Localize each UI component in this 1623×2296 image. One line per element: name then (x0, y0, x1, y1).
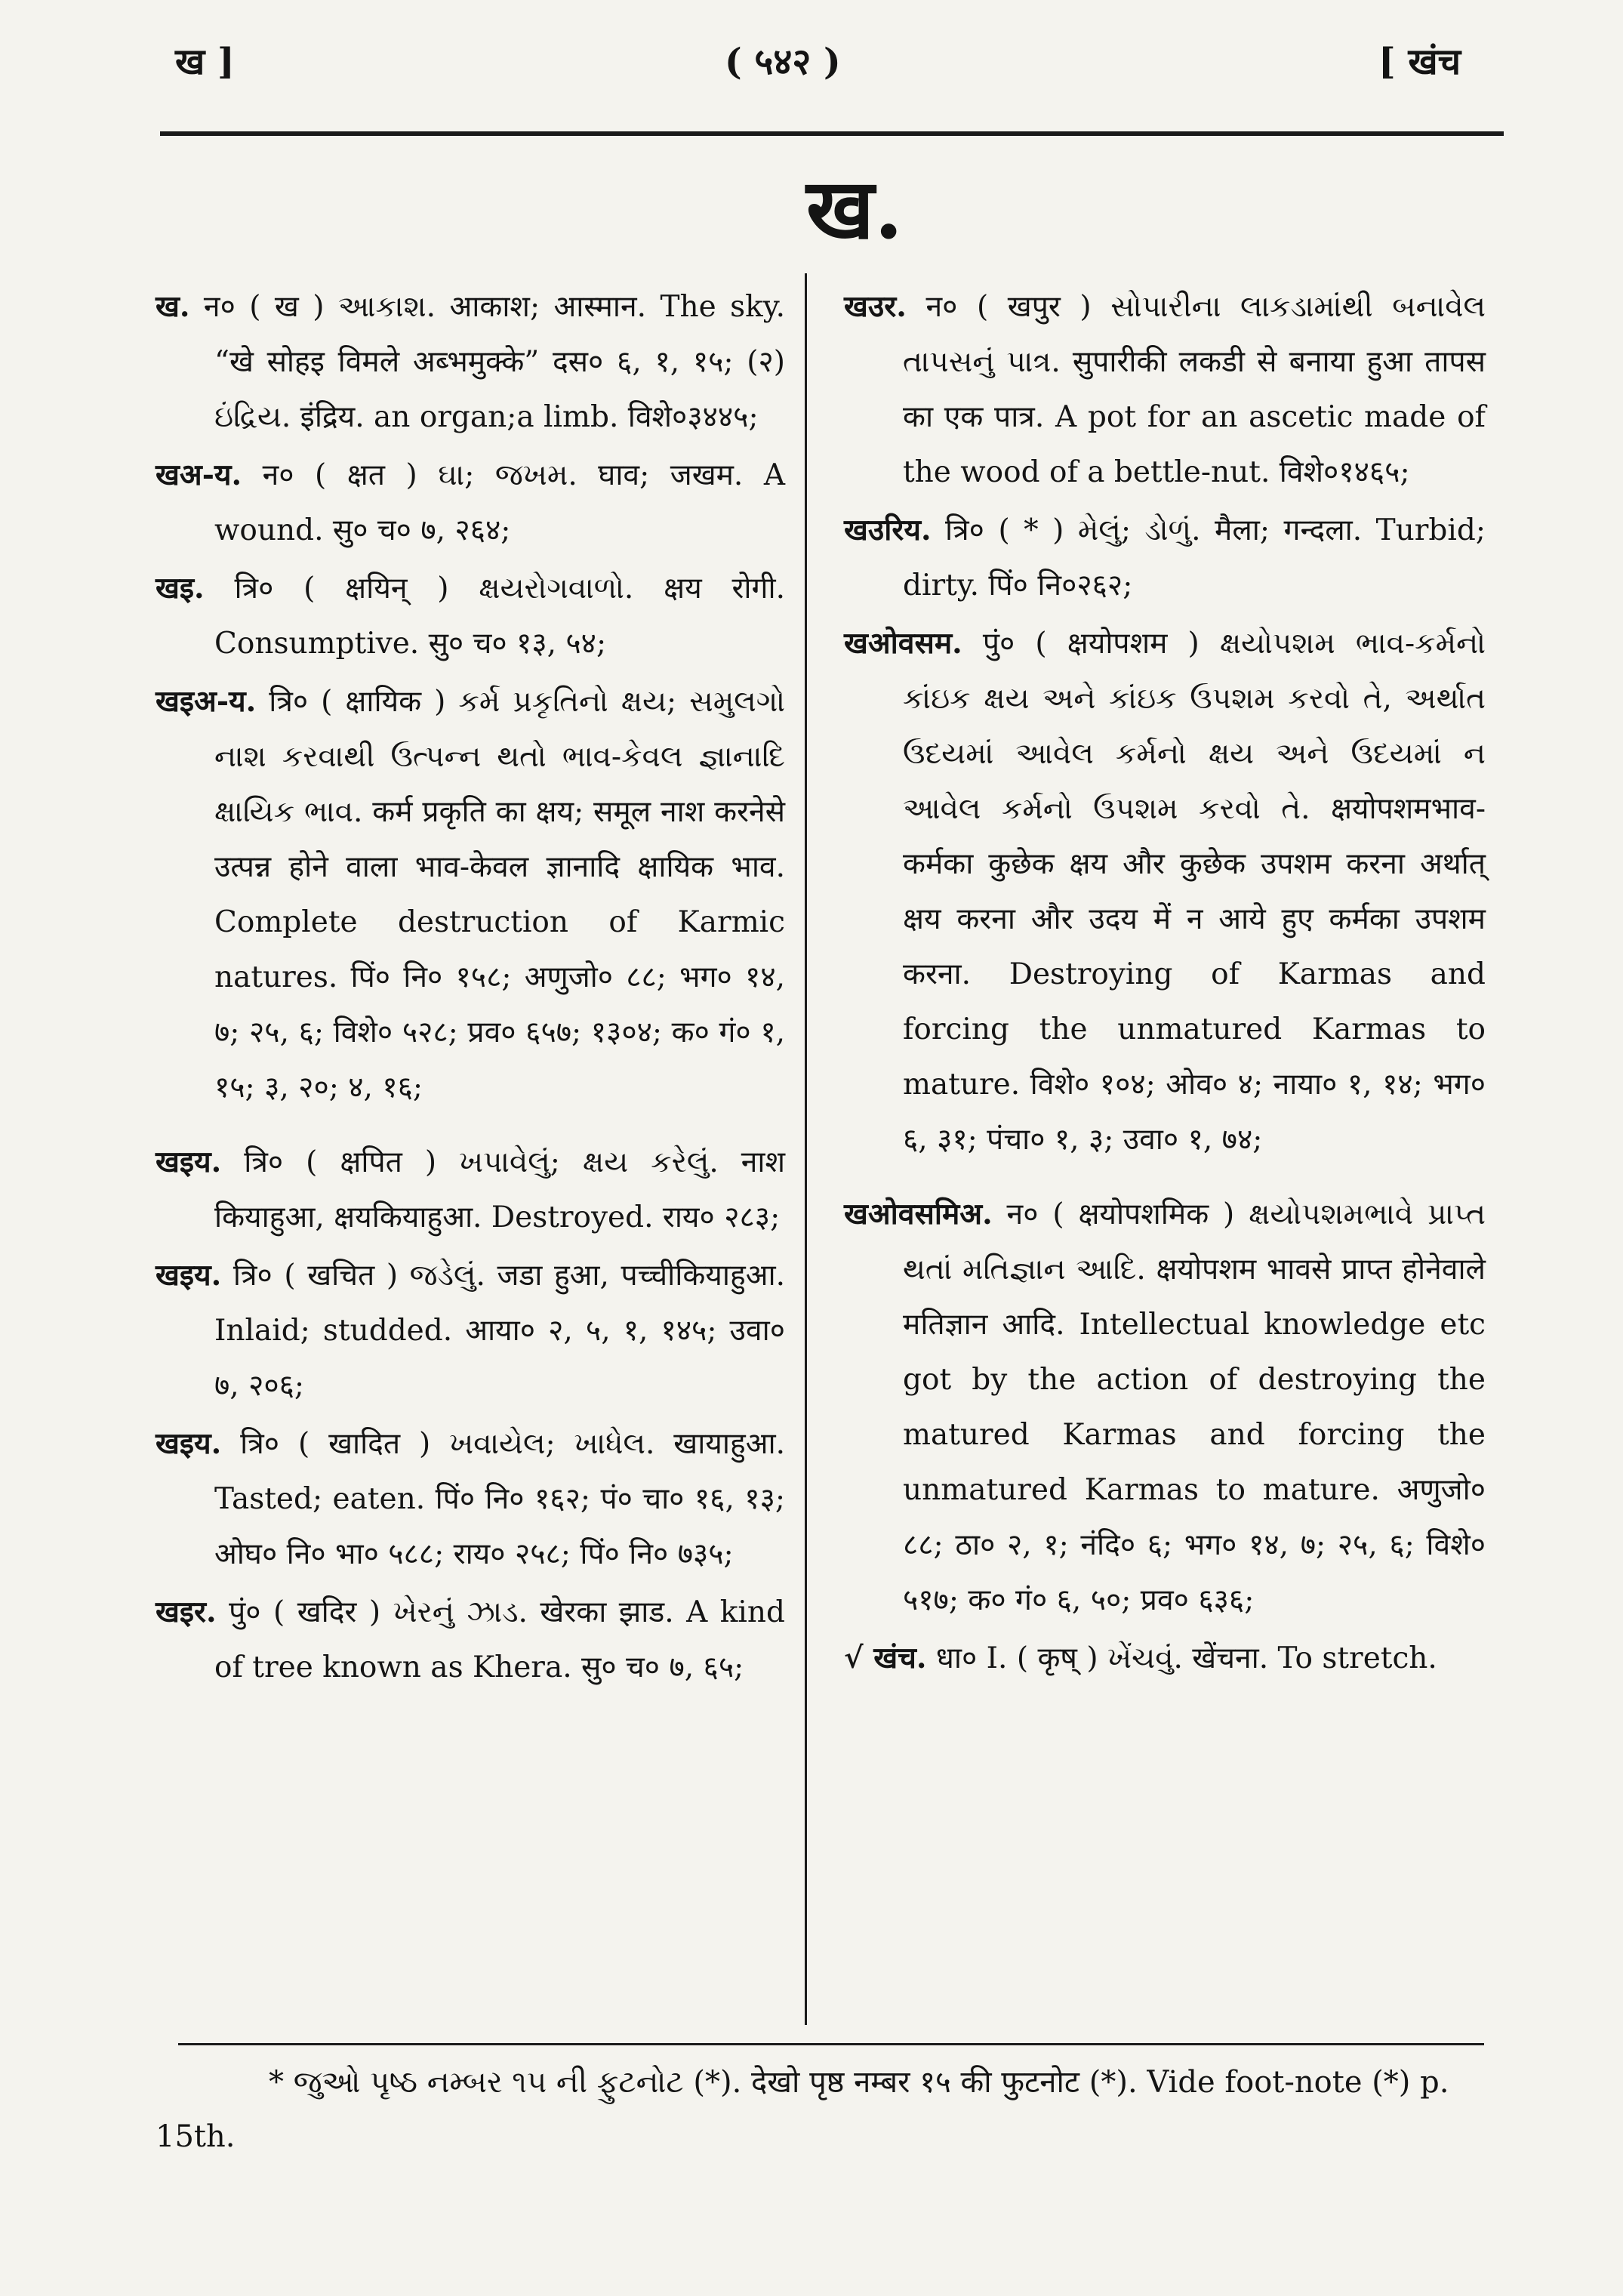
dictionary-entry (844, 1187, 1486, 1628)
dictionary-entry (156, 448, 785, 558)
entry-headword: ख. (156, 289, 190, 324)
entry-headword: खइय. (156, 1426, 222, 1461)
entry-headword: खअ-य. (156, 458, 242, 492)
dictionary-entry (844, 503, 1486, 613)
entry-headword: खइ. (156, 571, 205, 606)
page-number: ( ५४२ ) (725, 41, 841, 83)
right-column (844, 279, 1486, 1689)
entry-definition: न० ( क्षयोपशमिक ) ક્ષયોપશમભાવે પ્રાપ્ત થતાં મતિજ્ઞાન આદિ. क्षयोपशम भावसे प्राप्त होनेवाले मतिज्ञान आदि. Intellectual knowledge etc got by the action of destroying the matured Karmas and forcing the unmatured Karmas to mature. अणुजो० ८८; ठा० २, १; नंदि० ६; भग० १४, ७; २५, ६; विशे० ५१७; क० गं० ६, ५०; प्रव० ६३६; (903, 1197, 1486, 1617)
entry-headword: खउर. (844, 289, 907, 324)
header-right-guide: [ खंच (1378, 41, 1461, 83)
section-letter: ख. (806, 160, 904, 257)
header-rule (160, 131, 1504, 136)
footnote: * જુઓ પૃષ્ઠ નમ્બર ૧૫ ની ફુટનોટ (*). देखो पृष्ठ नम्बर १५ की फुटनोट (*). Vide foot-note (*) p. 15th. (156, 2065, 1449, 2154)
dictionary-entry (156, 1416, 785, 1582)
dictionary-entry (156, 674, 785, 1115)
dictionary-entry (844, 1631, 1486, 1686)
entry-definition: त्रि० ( खादित ) ખવાયેલ; ખાધેલ. खायाहुआ. Tasted; eaten. पिं० नि० १६२; पं० चा० १६, १३; ओघ० नि० भा० ५८८; राय० २५८; पिं० नि० ७३५; (214, 1427, 785, 1571)
entry-definition: न० ( क्षत ) ઘા; જખમ. घाव; जखम. A wound. सु० च० ७, २६४; (214, 458, 785, 547)
dictionary-entry (156, 1248, 785, 1413)
entry-definition: पुं० ( खदिर ) ખેરનું ઝાડ. खेरका झाड. A kind of tree known as Khera. सु० च० ७, ६५; (214, 1595, 785, 1684)
dictionary-entry (156, 1585, 785, 1695)
entry-headword: खइअ-य. (156, 684, 257, 719)
entry-definition: त्रि० ( * ) મેલું; ડોળું. मैला; गन्दला. Turbid; dirty. पिं० नि०२६२; (903, 513, 1486, 603)
left-column (156, 279, 785, 1698)
dictionary-entry (156, 279, 785, 445)
entry-headword: खओवसम. (844, 626, 962, 661)
dictionary-entry (156, 1135, 785, 1245)
dictionary-entry (156, 561, 785, 671)
entry-definition: न० ( खपुर ) સોપારીના લાકડામાંથી બનાવેલ તાપસનું પાત્ર. सुपारीकी लकडी से बनाया हुआ तापस का एक पात्र. A pot for an ascetic made of the wood of a bettle-nut. विशे०१४६५; (903, 290, 1486, 489)
column-divider (805, 273, 807, 2025)
entry-headword: खउरिय. (844, 513, 932, 547)
entry-headword: √ खंच. (844, 1641, 927, 1675)
entry-definition: धा० I. ( कृष् ) ખેંચવું. खेंचना. To stretch. (935, 1641, 1437, 1675)
entry-headword: खइर. (156, 1595, 217, 1629)
dictionary-entry (844, 279, 1486, 500)
entry-headword: खइय. (156, 1145, 222, 1179)
entry-definition: न० ( ख ) આકાશ. आकाश; आस्मान. The sky. “खे सोहइ विमले अब्भमुक्के” दस० ६, १, १५; (२) ઇંદ્રિય. इंद्रिय. an organ;a limb. विशे०३४४५; (203, 290, 785, 434)
entry-definition: त्रि० ( क्षपित ) ખપાવેલું; ક્ષય કરેલું. नाश कियाहुआ, क्षयकियाहुआ. Destroyed. राय० २८३; (214, 1145, 785, 1234)
entry-definition: त्रि० ( खचित ) જડેલું. जडा हुआ, पच्चीकियाहुआ. Inlaid; studded. आया० २, ५, १, १४५; उवा० ७, २०६; (214, 1259, 785, 1403)
footnote-rule (178, 2043, 1484, 2045)
dictionary-entry (844, 616, 1486, 1167)
header-left-guide: ख ] (175, 41, 235, 83)
entry-headword: खइय. (156, 1258, 222, 1293)
entry-definition: पुं० ( क्षयोपशम ) ક્ષયોપશમ ભાવ-કર્મનો કાંઇક ક્ષય અને કાંઇક ઉપશમ કરવો તે, અર્થાત ઉદયમાં આવેલ કર્મનો ક્ષય અને ઉદયમાં ન આવેલ કર્મનો ઉપશમ કરવો તે. क्षयोपशमभाव-कर्मका कुछेक क्षय और कुछेक उपशम करना अर्थात् क्षय करना और उदय में न आये हुए कर्मका उपशम करना. Destroying of Karmas and forcing the unmatured Karmas to mature. विशे० १०४; ओव० ४; नाया० १, १४; भग० ६, ३१; पंचा० १, ३; उवा० १, ७४; (903, 627, 1486, 1157)
entry-definition: त्रि० ( क्षयिन् ) ક્ષયરોગવાળો. क्षय रोगी. Consumptive. सु० च० १३, ५४; (214, 572, 785, 661)
entry-headword: खओवसमिअ. (844, 1197, 993, 1231)
entry-definition: त्रि० ( क्षायिक ) કર્મ પ્રકૃતિનો ક્ષય; સમુલગો નાશ કરવાથી ઉત્પન્ન થતો ભાવ-કેવલ જ્ઞાનાદિ ક્ષાયિક ભાવ. कर्म प्रकृति का क्षय; समूल नाश करनेसे उत्पन्न होने वाला भाव-केवल ज्ञानादि क्षायिक भाव. Complete destruction of Karmic natures. पिं० नि० १५८; अणुजो० ८८; भग० १४, ७; २५, ६; विशे० ५२८; प्रव० ६५७; १३०४; क० गं० १, १५; ३, २०; ४, १६; (214, 685, 785, 1105)
